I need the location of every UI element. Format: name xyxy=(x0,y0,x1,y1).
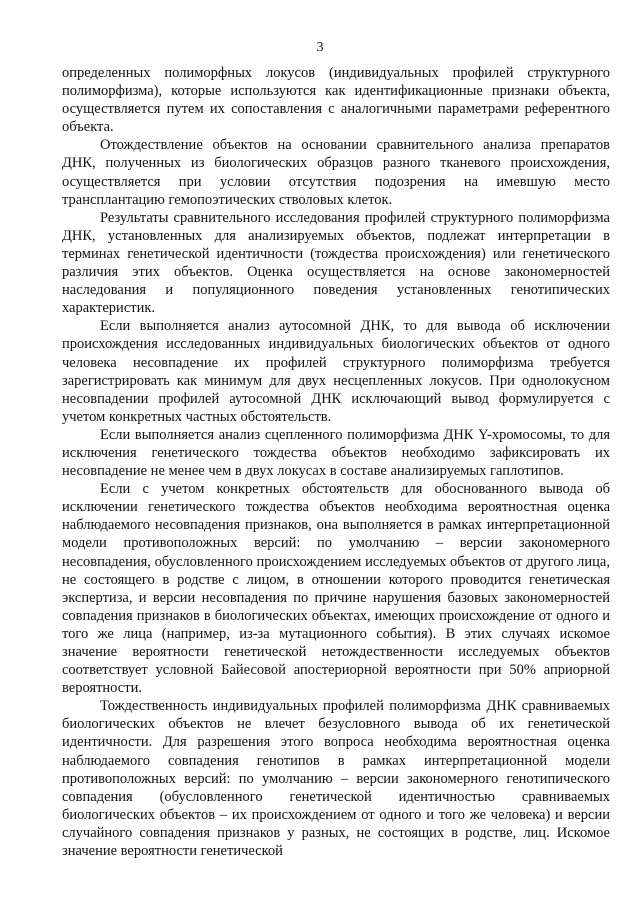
paragraph-autosomal-dna: Если выполняется анализ аутосомной ДНК, то для вывода об исключении происхождения исследованных индивидуальных биологических объектов от одного человека несовпадение их профилей структурного полиморфизма требуется зарегистрировать как минимум для двух несцепленных локусов. При однолокусном несовпадении профилей аутосомной ДНК исключающий вывод формулируется с учетом конкретных частных обстоятельств. xyxy=(62,318,610,425)
document-body xyxy=(62,64,610,860)
paragraph-identity-match: Тождественность индивидуальных профилей полиморфизма ДНК сравниваемых биологических объектов не влечет безусловного вывода об их генетической идентичности. Для разрешения этого вопроса необходима вероятностная оценка наблюдаемого совпадения генотипов в рамках интерпретационной модели противоположных версий: по умолчанию – версии закономерного генотипического совпадения (обусловленного генетической идентичностью сравниваемых биологических объектов – их происхождением от одного и того же человека) и версии случайного совпадения признаков у разных, не состоящих в родстве, лиц. Искомое значение вероятности генетической xyxy=(62,698,610,860)
page-number: 3 xyxy=(316,40,324,55)
paragraph-1-continued: определенных полиморфных локусов (индивидуальных профилей структурного полиморфизма), которые используются как идентификационные признаки объекта, осуществляется путем их сопоставления с аналогичными параметрами референтного объекта. xyxy=(62,65,610,136)
paragraph-probabilistic-exclusion: Если с учетом конкретных обстоятельств для обоснованного вывода об исключении генетического тождества объектов необходима вероятностная оценка наблюдаемого несовпадения признаков, она выполняется в рамках интерпретационной модели противоположных версий: по умолчанию – версии закономерного несовпадения, обусловленного происхождением исследуемых объектов от другого лица, не состоящего в родстве с лицом, в отношении которого проводится генетическая экспертиза, и версии несовпадения по причине нарушения базовых закономерностей совпадения признаков в биологических объектах, имеющих происхождение от одного и того же лица (например, из-за мутационного события). В этих случаях искомое значение вероятности генетической нетождественности исследуемых объектов соответствует условной Байесовой апостериорной вероятности при 50% априорной вероятности. xyxy=(62,481,610,697)
paragraph-tissue-origin: Отождествление объектов на основании сравнительного анализа препаратов ДНК, полученных из биологических образцов разного тканевого происхождения, осуществляется при условии отсутствия подозрения на имевшую место трансплантацию гемопоэтических стволовых клеток. xyxy=(62,137,610,208)
paragraph-interpretation: Результаты сравнительного исследования профилей структурного полиморфизма ДНК, установленных для анализируемых объектов, подлежат интерпретации в терминах генетической идентичности (тождества происхождения) или генетического различия этих объектов. Оценка осуществляется на основе закономерностей наследования и популяционного поведения установленных генотипических характеристик. xyxy=(62,209,610,317)
paragraph-y-chromosome: Если выполняется анализ сцепленного полиморфизма ДНК Y-хромосомы, то для исключения генетического тождества объектов необходимо зафиксировать их несовпадение не менее чем в двух локусах в составе анализируемых гаплотипов. xyxy=(62,426,610,480)
